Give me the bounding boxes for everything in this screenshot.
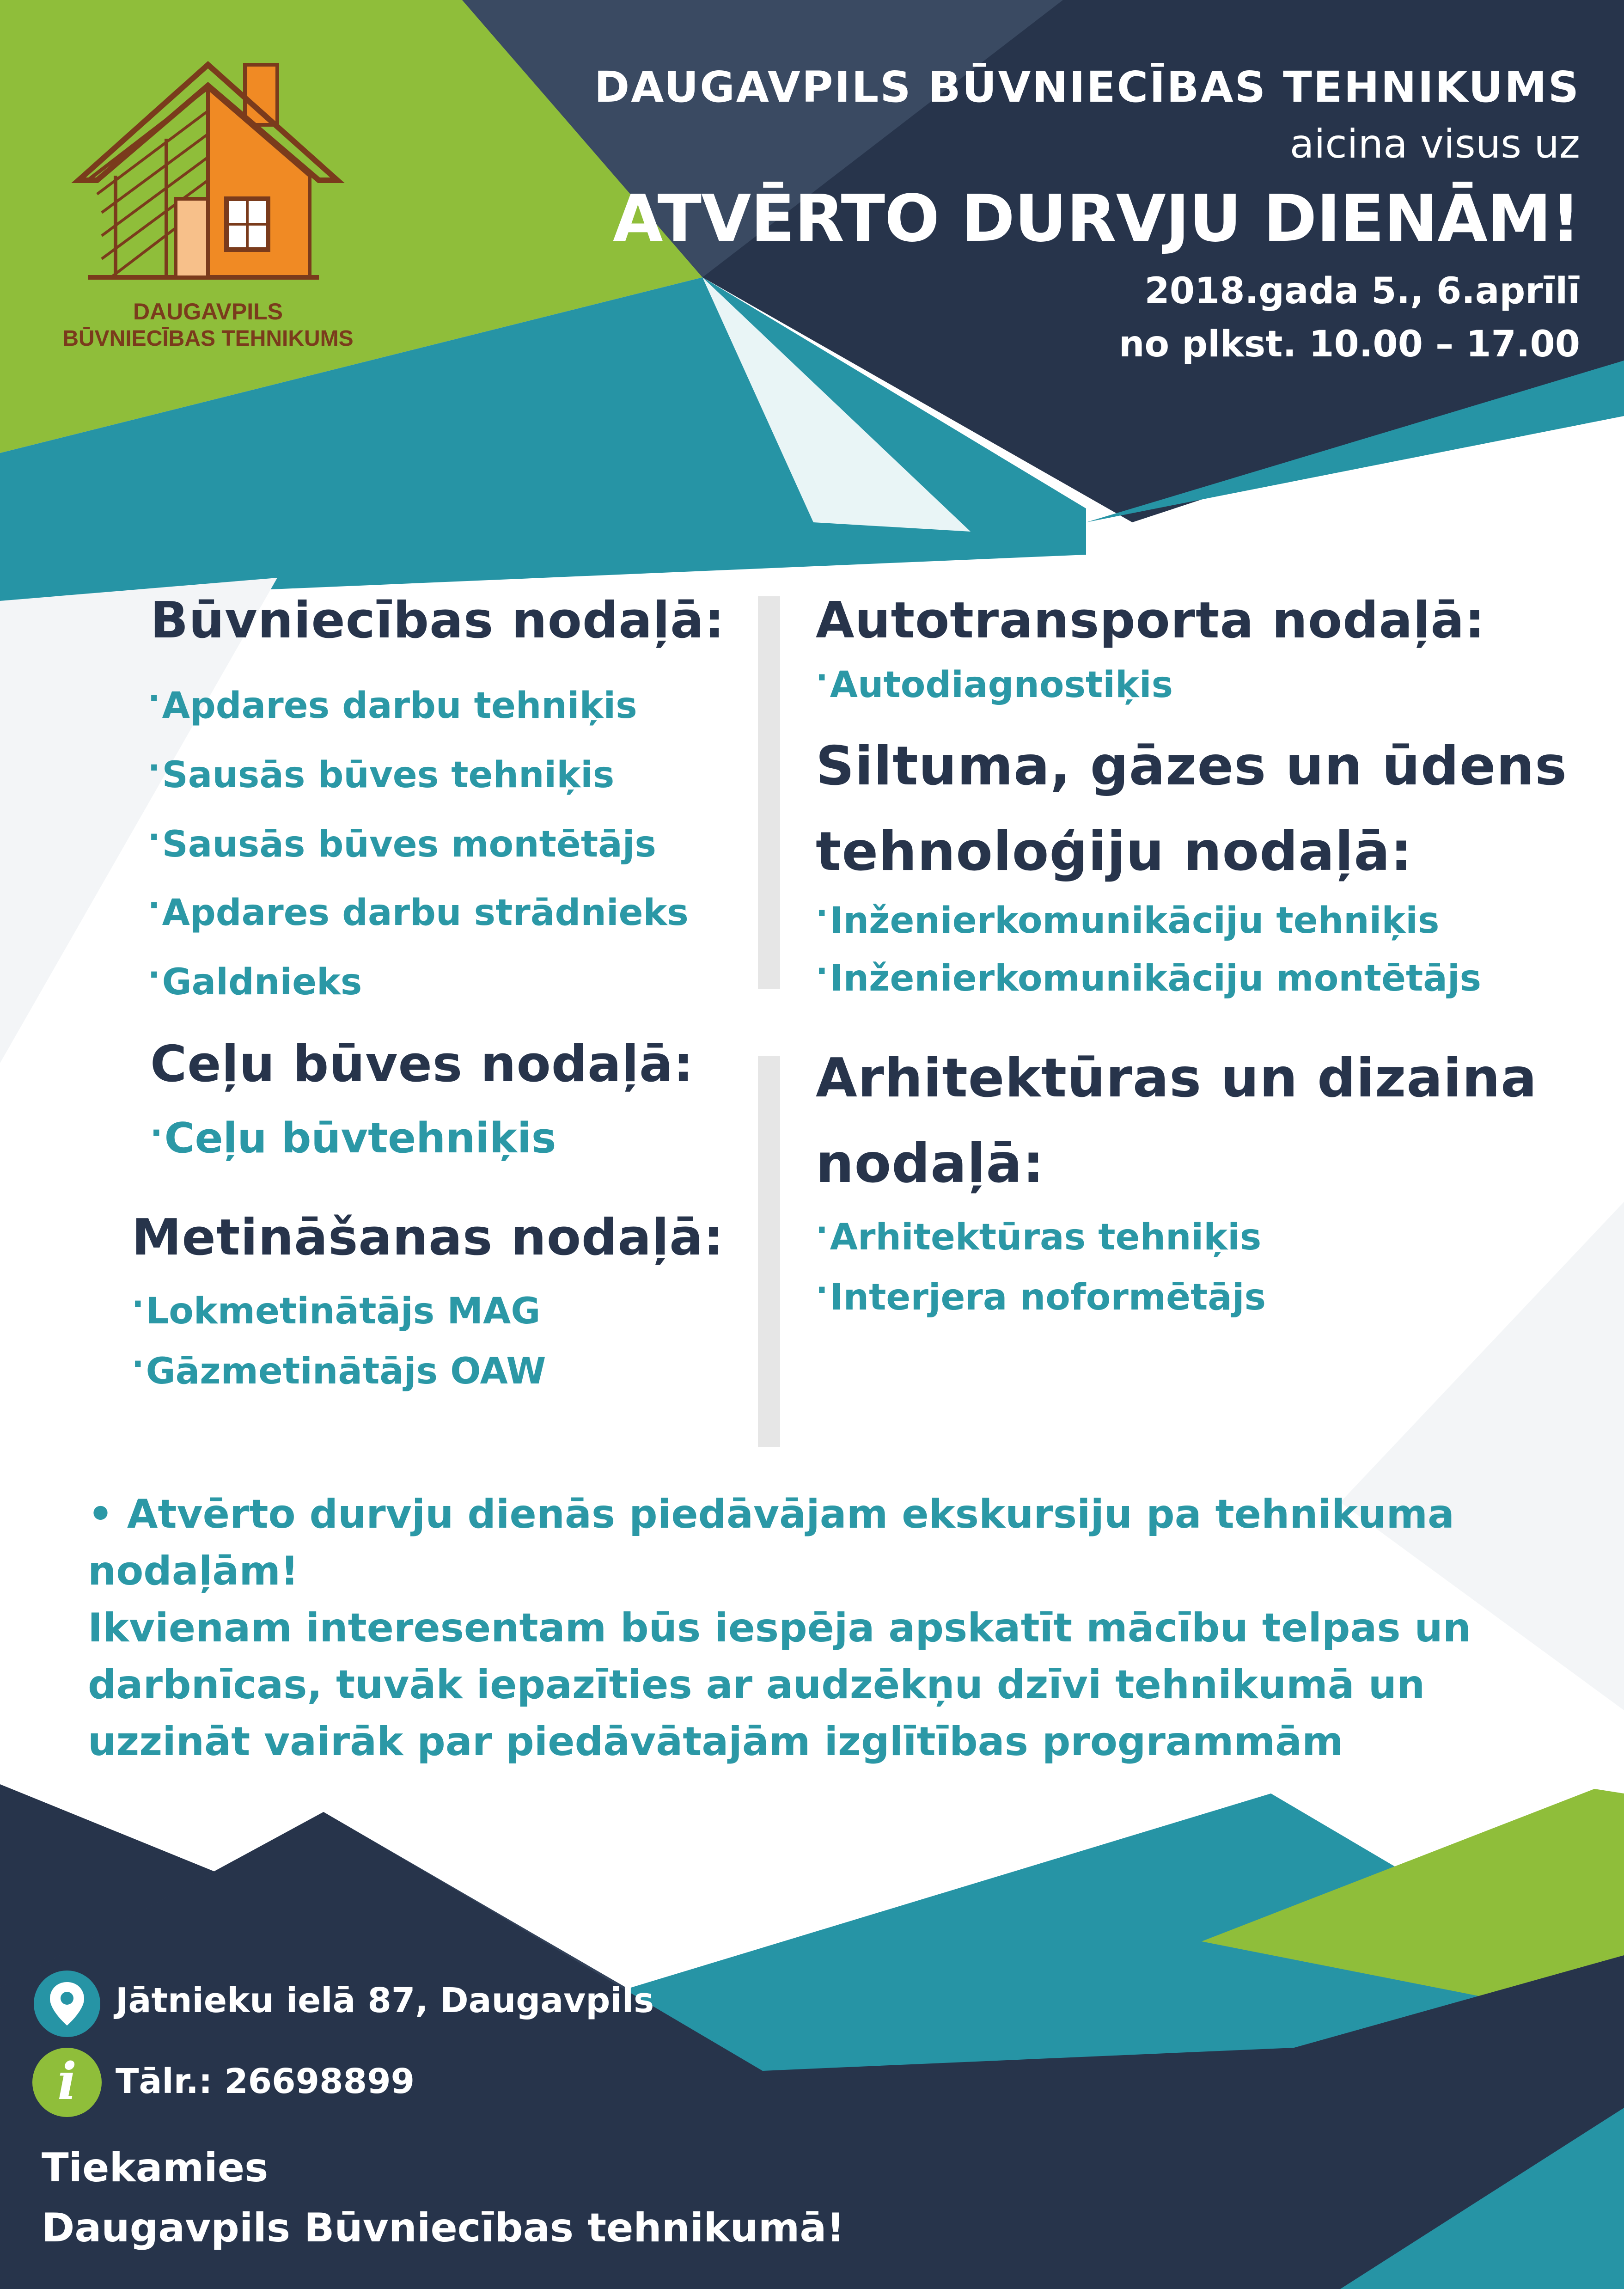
list-item	[150, 1114, 556, 1163]
info-line5: uzzināt vairāk par piedāvātajām izglītības programmām	[88, 1719, 1343, 1765]
list-item-label: Sausās būves montētājs	[162, 824, 656, 865]
column-divider-bottom	[758, 1056, 780, 1447]
info-line4: darbnīcas, tuvāk iepazīties ar audzēkņu dzīvi tehnikumā un	[88, 1662, 1425, 1708]
location-pin-icon	[32, 1969, 102, 2038]
list-item-label: Inženierkomunikāciju tehniķis	[830, 900, 1440, 942]
list-item-label: Gāzmetinātājs OAW	[146, 1351, 546, 1392]
list-item	[148, 818, 656, 865]
list-item-label: Ceļu būvtehniķis	[164, 1114, 556, 1163]
house-logo	[60, 46, 347, 287]
list-item-label: Apdares darbu tehniķis	[162, 685, 637, 727]
logo-line1: DAUGAVPILS	[133, 299, 283, 324]
list-item	[816, 894, 1439, 942]
list-item-label: Inženierkomunikāciju montētājs	[830, 958, 1482, 999]
dept-title-metinasanas: Metināšanas nodaļā:	[132, 1209, 724, 1267]
footer-closing-line1: Tiekamies	[42, 2145, 269, 2191]
dept-title-buvniecibas: Būvniecības nodaļā:	[150, 592, 725, 649]
list-item-label: Autodiagnostiķis	[830, 664, 1173, 706]
list-item	[816, 1271, 1266, 1318]
dept-title-celu: Ceļu būves nodaļā:	[150, 1035, 694, 1093]
list-item-label: Galdnieks	[162, 961, 362, 1003]
footer-address: Jātnieku ielā 87, Daugavpils	[116, 1981, 654, 2020]
bullet: ·	[148, 956, 160, 994]
dept-title-siltuma-line1: Siltuma, gāzes un ūdens	[816, 735, 1568, 797]
info-line1: • Atvērto durvju dienās piedāvājam ekskursiju pa tehnikuma	[88, 1491, 1455, 1537]
bullet: ·	[150, 1114, 163, 1152]
header-invite: aicina visus uz	[1289, 121, 1580, 167]
bullet: ·	[148, 749, 160, 787]
footer-closing-line2: Daugavpils Būvniecības tehnikumā!	[42, 2205, 845, 2251]
list-item	[816, 1211, 1261, 1258]
list-item	[148, 956, 362, 1003]
info-icon	[32, 2048, 102, 2117]
logo-line2: BŪVNIECĪBAS TEHNIKUMS	[62, 326, 354, 351]
bullet: ·	[132, 1345, 144, 1383]
bullet: ·	[816, 894, 828, 932]
header-school-name: DAUGAVPILS BŪVNIECĪBAS TEHNIKUMS	[594, 62, 1580, 112]
dept-title-arhitekturas-line1: Arhitektūras un dizaina	[816, 1047, 1538, 1109]
dept-title-arhitekturas-line2: nodaļā:	[816, 1132, 1045, 1195]
info-icon-glyph: i	[57, 2051, 77, 2111]
header-date: 2018.gada 5., 6.aprīlī	[1144, 270, 1580, 312]
list-item-label: Arhitektūras tehniķis	[830, 1217, 1262, 1258]
list-item-label: Apdares darbu strādnieks	[162, 892, 689, 934]
dept-title-siltuma-line2: tehnoloģiju nodaļā:	[816, 820, 1412, 883]
list-item	[132, 1345, 546, 1392]
info-line3: Ikvienam interesentam būs iespēja apskatīt mācību telpas un	[88, 1605, 1471, 1651]
list-item	[132, 1285, 540, 1332]
list-item	[148, 887, 689, 934]
bullet: ·	[148, 887, 160, 924]
dept-title-autotransporta: Autotransporta nodaļā:	[816, 592, 1485, 649]
list-item	[816, 659, 1173, 706]
list-item-label: Interjera noformētājs	[830, 1277, 1266, 1318]
column-divider-top	[758, 596, 780, 989]
list-item-label: Lokmetinātājs MAG	[146, 1291, 541, 1332]
bullet: ·	[816, 1211, 828, 1249]
header-title: ATVĒRTO DURVJU DIENĀM!	[613, 181, 1580, 257]
bullet: ·	[148, 818, 160, 856]
list-item-label: Sausās būves tehniķis	[162, 754, 615, 796]
list-item	[148, 749, 614, 796]
list-item	[148, 679, 637, 727]
bullet: ·	[816, 659, 828, 697]
header-time: no plkst. 10.00 – 17.00	[1119, 324, 1580, 365]
bullet: ·	[816, 1271, 828, 1309]
bullet: ·	[816, 952, 828, 990]
footer-phone: Tālr.: 26698899	[116, 2062, 415, 2101]
bullet: ·	[132, 1285, 144, 1323]
info-line2: nodaļām!	[88, 1548, 299, 1594]
list-item	[816, 952, 1481, 999]
bullet: ·	[148, 679, 160, 717]
